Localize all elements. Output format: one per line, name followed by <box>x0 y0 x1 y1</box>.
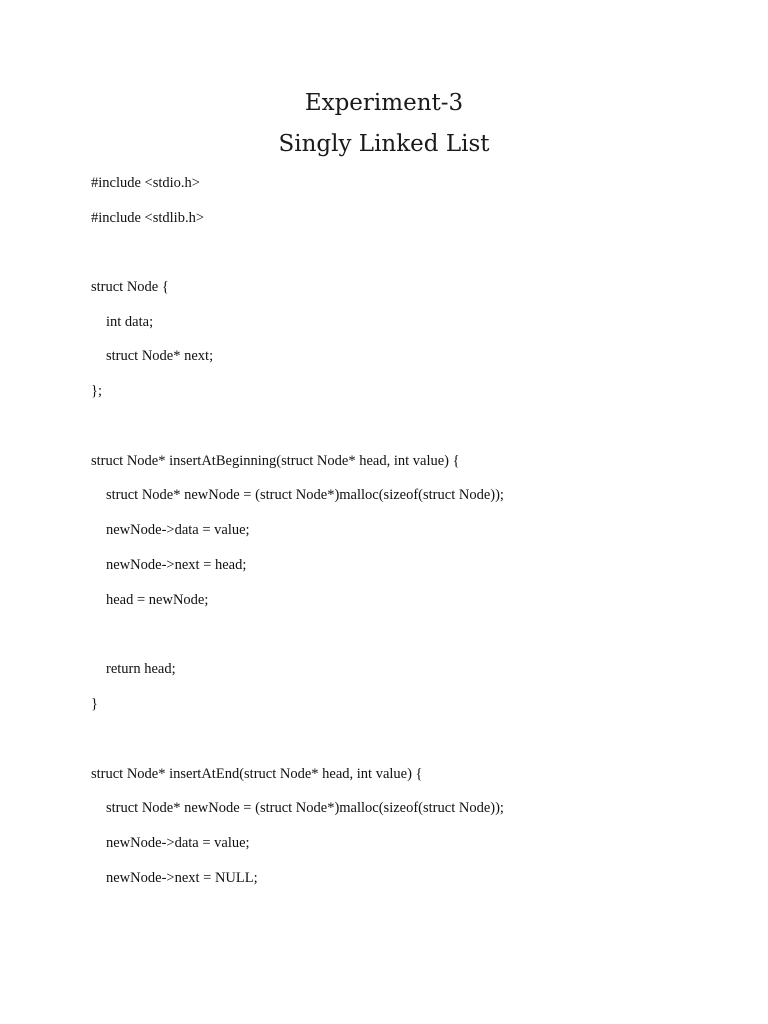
code-line: struct Node* insertAtBeginning(struct Node* head, int value) { <box>91 453 460 469</box>
code-line: head = newNode; <box>106 592 209 608</box>
code-line: newNode->data = value; <box>106 522 250 538</box>
code-line: struct Node* newNode = (struct Node*)malloc(sizeof(struct Node)); <box>106 800 504 816</box>
code-line: newNode->next = head; <box>106 557 247 573</box>
document-subtitle: Singly Linked List <box>278 131 490 157</box>
code-line: }; <box>91 383 102 399</box>
code-line: #include <stdlib.h> <box>91 210 205 226</box>
code-line: struct Node* insertAtEnd(struct Node* head, int value) { <box>91 766 423 782</box>
code-line: int data; <box>106 314 154 330</box>
code-line: struct Node* next; <box>106 348 214 364</box>
code-line: struct Node* newNode = (struct Node*)malloc(sizeof(struct Node)); <box>106 487 504 503</box>
code-line: newNode->next = NULL; <box>106 870 258 886</box>
code-line: newNode->data = value; <box>106 835 250 851</box>
document-title: Experiment-3 <box>304 90 464 116</box>
code-line: struct Node { <box>91 279 169 295</box>
code-line: } <box>91 696 98 712</box>
code-line: #include <stdio.h> <box>91 175 200 191</box>
code-line: return head; <box>106 661 176 677</box>
